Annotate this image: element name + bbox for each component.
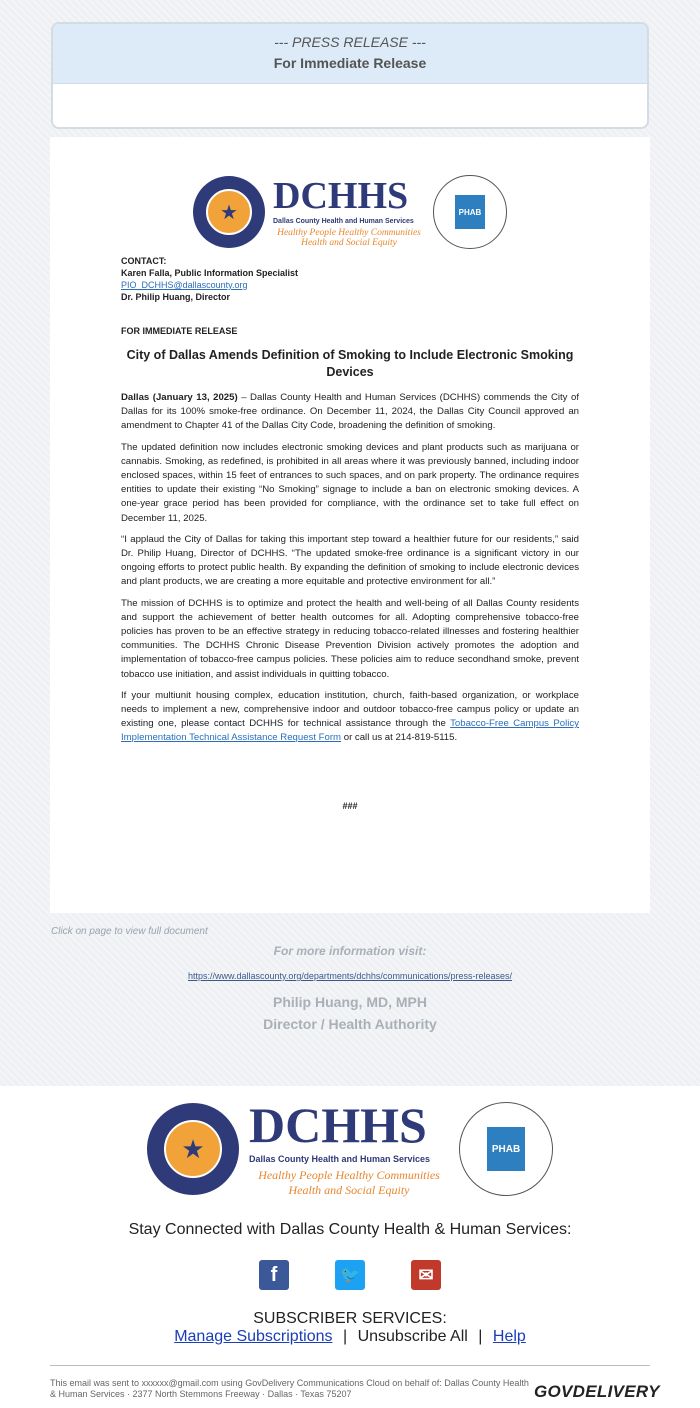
phab-seal-icon [433, 175, 507, 249]
stay-connected-text: Stay Connected with Dallas County Health & Human Services: [128, 1221, 572, 1238]
brand-name: DCHHS [273, 174, 409, 217]
footer-tagline-2: Health and Social Equity [288, 1183, 410, 1197]
footer-phab-label: PHAB [491, 1143, 521, 1155]
footer-brand-subtitle: Dallas County Health and Human Services [249, 1154, 431, 1164]
press-releases-link[interactable]: https://www.dallascounty.org/departments/dchhs/communications/press-releases/ [188, 971, 512, 981]
county-seal-icon: ★ [193, 176, 265, 248]
dchhs-logo [193, 175, 507, 249]
more-info-label: For more information visit: [273, 944, 427, 958]
contact-person-2: Dr. Philip Huang, Director [121, 292, 231, 302]
facebook-icon[interactable]: f [259, 1260, 289, 1290]
footer-tagline-1: Healthy People Healthy Communities [258, 1168, 440, 1182]
paragraph-4: The mission of DCHHS is to optimize and protect the health and well-being of all Dallas County residents and support the achievement of better health outcomes for all. Adopting comprehensive tobacco-free policies has proven to be an effective strategy in reducing tobacco-related illnesses and fostering healthier communities. The DCHHS Chronic Disease Prevention Division actively promotes the adoption and implementation of tobacco-free campus policies. These policies aim to reduce secondhand smoke, prevent tobacco use initiation, and assist individuals in quitting tobacco. [121, 597, 579, 680]
header-band [53, 24, 647, 84]
signature-name: Philip Huang, MD, MPH [273, 994, 427, 1010]
link-separator: | [478, 1328, 483, 1345]
subscriber-services-title: SUBSCRIBER SERVICES: [253, 1310, 447, 1327]
govdelivery-logo[interactable]: GOVDELIVERY [534, 1382, 660, 1401]
subscriber-links [0, 1328, 700, 1346]
contact-block [121, 255, 298, 303]
press-release-label: --- PRESS RELEASE --- [274, 34, 426, 50]
press-release-document[interactable] [50, 137, 650, 913]
signature-title: Director / Health Authority [263, 1016, 437, 1032]
unsubscribe-all-link[interactable]: Unsubscribe All [357, 1328, 468, 1345]
contact-label: CONTACT: [121, 256, 167, 266]
paragraph-2: The updated definition now includes electronic smoking devices and plant products such as marijuana or cannabis. Smoking, as redefined, is prohibited in all areas where it was previously banned, including indoor enclosed spaces, within 15 feet of entrances to such spaces, and on park property. The ordinance requires entities to update their existing “No Smoking” signage to include a ban on electronic smoking devices. A one-year grace period has been provided for compliance, with the ordinance set to take full effect on December 11, 2025. [121, 441, 579, 524]
paragraph-3: “I applaud the City of Dallas for taking this important step toward a healthier future for our residents,” said Dr. Philip Huang, Director of DCHHS. “The updated smoke-free ordinance is a significant victory in our ongoing efforts to protect public health. By expanding the definition of smoking to include electronic devices and plant products, we are creating a more equitable and protective environment for all.” [121, 533, 579, 588]
footer [0, 1086, 700, 1408]
contact-email-link[interactable]: PIO_DCHHS@dallascounty.org [121, 280, 248, 290]
paragraph-5: If your multiunit housing complex, education institution, church, faith-based organization, or workplace needs to implement a new, comprehensive indoor and outdoor tobacco-free campus policy or update an existing one, please contact DCHHS for technical assistance through the Tobacco-Free Campus Policy Implementation Technical Assistance Request Form or call us at 214-819-5115. [121, 689, 579, 744]
footer-dchhs-logo [147, 1097, 553, 1198]
link-separator: | [342, 1328, 348, 1345]
contact-person-1: Karen Falla, Public Information Specialist [121, 268, 299, 278]
headline: City of Dallas Amends Definition of Smoking to Include Electronic Smoking Devices [126, 348, 574, 379]
paragraph-1: Dallas (January 13, 2025) – Dallas County Health and Human Services (DCHHS) commends the City of Dallas for its 100% smoke-free ordinance. On December 11, 2024, the Dallas City Council approved an amendment to Chapter 41 of the Dallas City Code, broadening the definition of smoking. [121, 392, 579, 432]
phab-label: PHAB [458, 207, 482, 217]
footer-county-seal-icon: ★ [147, 1103, 239, 1195]
press-release-subtitle: For Immediate Release [273, 55, 427, 71]
footer-brand-name: DCHHS [249, 1097, 427, 1153]
fine-print: This email was sent to xxxxxx@gmail.com using GovDelivery Communications Cloud on behalf of: Dallas County Health & Human Services · 2377 North Stemmons Freeway · Dallas · Texas 75207 [50, 1378, 529, 1399]
click-note: Click on page to view full document [51, 926, 208, 937]
footer-divider [50, 1365, 650, 1366]
press-release-header [51, 22, 649, 129]
tagline-2: Health and Social Equity [301, 237, 397, 248]
manage-subscriptions-link[interactable]: Manage Subscriptions [174, 1328, 333, 1345]
release-label: FOR IMMEDIATE RELEASE [121, 326, 238, 336]
brand-subtitle: Dallas County Health and Human Services [273, 217, 414, 225]
help-link[interactable]: Help [492, 1328, 526, 1345]
twitter-icon[interactable]: 🐦 [335, 1260, 365, 1290]
tagline-1: Healthy People Healthy Communities [277, 227, 421, 238]
email-icon[interactable]: ✉ [411, 1260, 441, 1290]
end-mark: ### [342, 801, 358, 811]
press-body [121, 391, 579, 753]
footer-phab-seal-icon [459, 1102, 553, 1196]
request-form-link[interactable]: Tobacco-Free Campus Policy Implementation Technical Assistance Request Form [121, 718, 579, 744]
dateline: Dallas (January 13, 2025) [121, 392, 238, 403]
